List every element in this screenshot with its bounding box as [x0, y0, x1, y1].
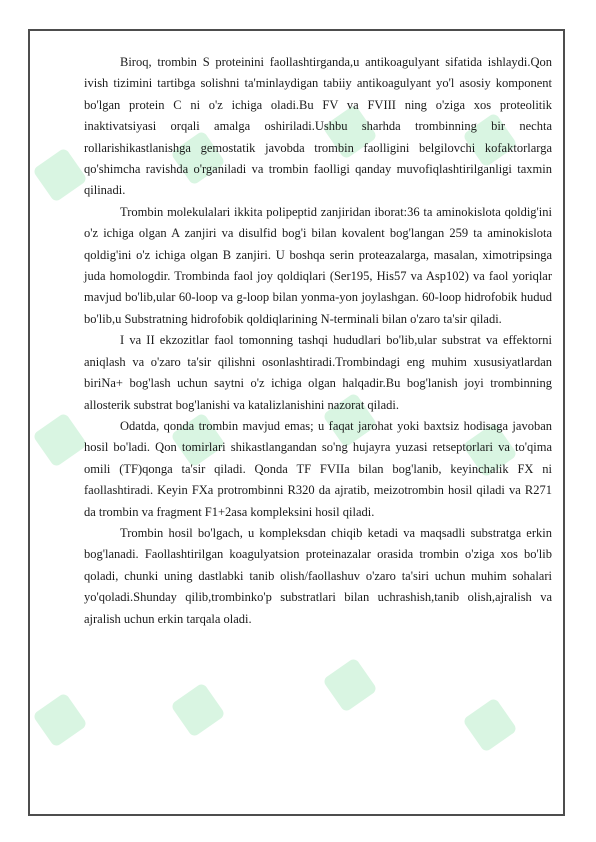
document-body: [84, 52, 552, 630]
paragraph: Biroq, trombin S proteinini faollashtirganda,u antikoagulyant sifatida ishlaydi.Qon ivish tizimini tartibga solishni ta'minlaydigan tabiiy antikoagulyant yo'l asosiy komponent bo'lgan protein C ni o'z ichiga oladi.Bu FV va FVIII ning o'ziga xos proteolitik inaktivatsiyasi orqali amalga oshiriladi.Ushbu sharhda trombinning bir nechta rollarishikastlanishga gemostatik javobda trombin faolligini belgilovchi kofaktorlarga qo'shimcha ravishda o'rganiladi va trombin faolligi qanday muvofiqlashtirilganligi taxmin qilinadi.: [84, 55, 552, 198]
paragraph: Trombin molekulalari ikkita polipeptid zanjiridan iborat:36 ta aminokislota qoldig'ini o'z ichiga olgan A zanjiri va disulfid bog'i bilan kovalent bog'langan 259 ta aminokislota qoldig'ini o'z ichiga olgan B zanjiri. U boshqa serin proteazalarga, masalan, ximotripsinga juda homologdir. Trombinda faol joy qoldiqlari (Ser195, His57 va Asp102) va faol yoriqlar mavjud bo'lib,ular 60-loop va g-loop bilan yonma-yon joylashgan. 60-loop hidrofobik hudud bo'lib,u Substratning hidrofobik qoldiqlarining N-terminali bilan o'zaro ta'sir qiladi.: [84, 204, 552, 326]
paragraph: I va II ekzozitlar faol tomonning tashqi hududlari bo'lib,ular substrat va effektorni aniqlash va o'zaro ta'sir qilishni osonlashtiradi.Trombindagi eng muhim xususiyatlardan biriNa+ bog'lash uchun saytni o'z ichiga olgan halqadir.Bu bog'lanish joyi trombinning allosterik substrat bog'lanishi va katalizlanishini nazorat qiladi.: [84, 333, 552, 412]
paragraph: Odatda, qonda trombin mavjud emas; u faqat jarohat yoki baxtsiz hodisaga javoban hosil bo'ladi. Qon tomirlari shikastlangandan so'ng hujayra yuzasi retseptorlari va to'qima omili (TF)qonga ta'sir qiladi. Qonda TF FVIIa bilan bog'lanib, keyinchalik FX ni faollashtiradi. Keyin FXa protrombinni R320 da ajratib, meizotrombin hosil qiladi va R271 da trombin va fragment F1+2asa kompleksini hosil qiladi.: [84, 418, 552, 519]
paragraph: Trombin hosil bo'lgach, u kompleksdan chiqib ketadi va maqsadli substratga erkin bog'lanadi. Faollashtirilgan koagulyatsion proteinazalar orasida trombin o'ziga xos bo'lib qoladi, chunki uning dastlabki tanib olish/faollashuv o'zaro ta'siri uchun muhim sohalari yo'qoladi.Shunday qilib,trombinko'p substratlari bilan uchrashish,tanib olish,ajralish va ajralish uchun erkin tarqala oladi.: [84, 525, 552, 626]
